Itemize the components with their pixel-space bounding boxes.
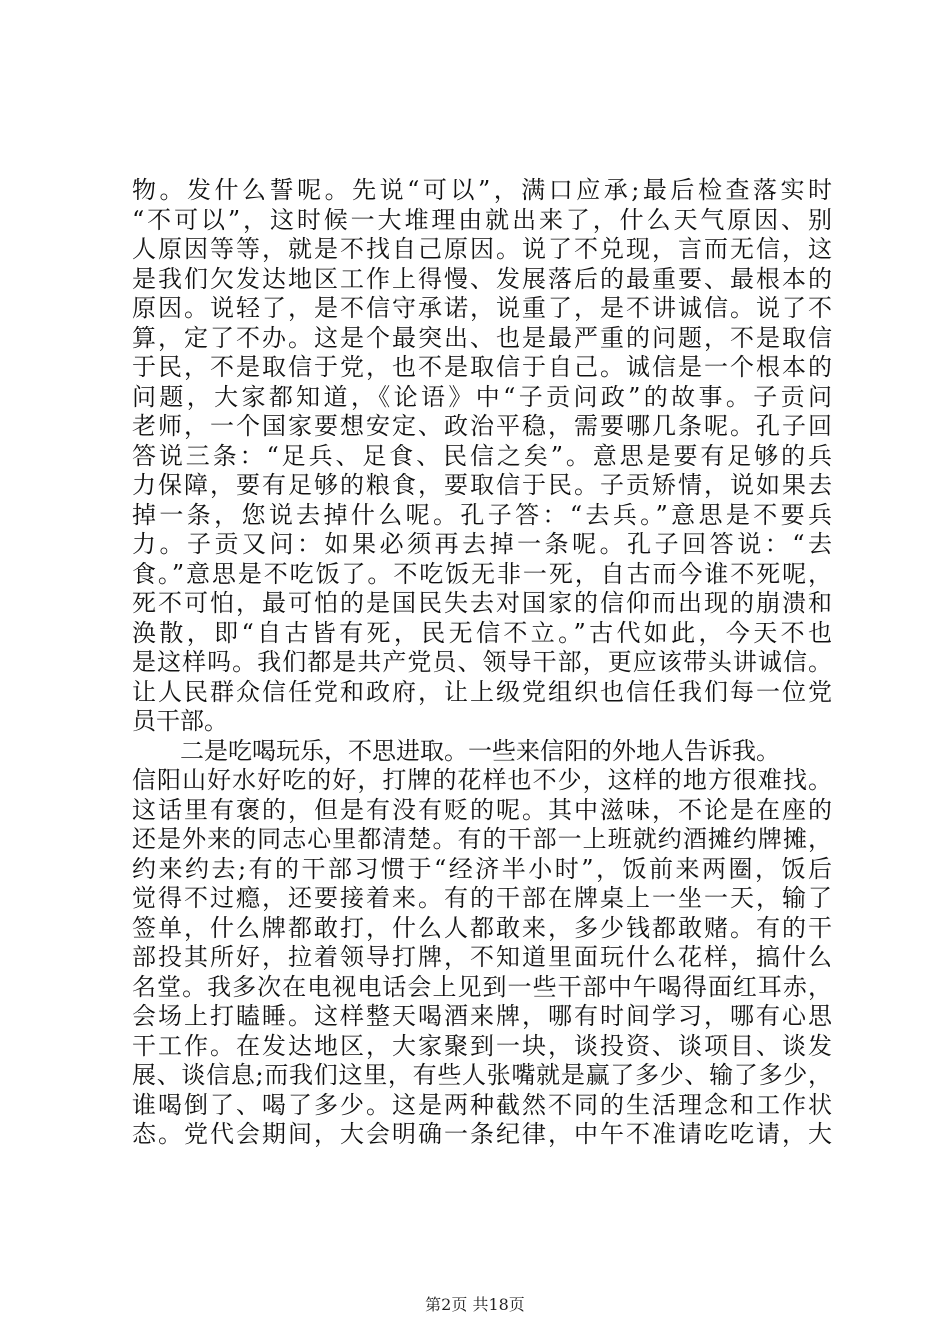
text-line: 谁喝倒了、喝了多少。这是两种截然不同的生活理念和工作状 [132,1090,832,1119]
text-line: 问题，大家都知道，《论语》中“子贡问政”的故事。子贡问 [132,382,832,411]
text-line: 原因。说轻了，是不信守承诺，说重了，是不讲诚信。说了不 [132,294,832,322]
text-line: 力保障，要有足够的粮食，要取信于民。子贡矫情，说如果去 [132,471,832,499]
text-line: 还是外来的同志心里都清楚。有的干部一上班就约酒摊约牌摊， [132,825,832,853]
text-line: 信阳山好水好吃的好，打牌的花样也不少，这样的地方很难找。 [132,766,832,794]
text-line: 是我们欠发达地区工作上得慢、发展落后的最重要、最根本的 [132,264,832,293]
text-line: 食。”意思是不吃饭了。不吃饭无非一死，自古而今谁不死呢， [132,559,832,588]
text-line: 是这样吗。我们都是共产党员、领导干部，更应该带头讲诚信。 [132,648,832,676]
text-line: 态。党代会期间，大会明确一条纪律，中午不准请吃吃请，大 [132,1120,832,1148]
paragraph [132,737,832,1150]
paragraph [132,176,832,737]
text-line: 答说三条：“足兵、足食、民信之矣”。意思是要有足够的兵 [132,441,832,470]
text-line: 这话里有褒的，但是有没有贬的呢。其中滋味，不论是在座的 [132,795,832,824]
text-line: 展、谈信息;而我们这里，有些人张嘴就是赢了多少、输了多少， [132,1061,832,1089]
text-line: 二是吃喝玩乐，不思进取。一些来信阳的外地人告诉我。 [180,736,780,765]
text-line: 人原因等等，就是不找自己原因。说了不兑现，言而无信，这 [132,235,832,263]
text-line: 会场上打瞌睡。这样整天喝酒来牌，哪有时间学习，哪有心思 [132,1002,832,1030]
text-line: 算，定了不办。这是个最突出、也是最严重的问题，不是取信 [132,323,832,352]
text-line: 物。发什么誓呢。先说“可以”，满口应承;最后检查落实时 [132,176,832,204]
text-line: 部投其所好，拉着领导打牌，不知道里面玩什么花样，搞什么 [132,943,832,971]
text-line: 干工作。在发达地区，大家聚到一块，谈投资、谈项目、谈发 [132,1031,832,1060]
text-line: 力。子贡又问：如果必须再去掉一条呢。孔子回答说：“去 [132,530,832,558]
page-footer: 第2页 共18页 [425,1295,525,1314]
text-line: 死不可怕，最可怕的是国民失去对国家的信仰而出现的崩溃和 [132,589,832,617]
text-line: 名堂。我多次在电视电话会上见到一些干部中午喝得面红耳赤， [132,972,832,1001]
text-line: 觉得不过瘾，还要接着来。有的干部在牌桌上一坐一天，输了 [132,884,832,912]
text-line: 员干部。 [132,707,228,735]
text-line: 掉一条，您说去掉什么呢。孔子答：“去兵。”意思是不要兵 [132,500,832,529]
body-text [132,176,832,1150]
text-line: 让人民群众信任党和政府，让上级党组织也信任我们每一位党 [132,677,832,706]
text-line: 涣散，即“自古皆有死，民无信不立。”古代如此，今天不也 [132,618,832,647]
text-line: 老师，一个国家要想安定、政治平稳，需要哪几条呢。孔子回 [132,412,832,440]
text-line: 约来约去;有的干部习惯于“经济半小时”，饭前来两圈，饭后 [132,854,832,883]
text-line: 签单，什么牌都敢打，什么人都敢来，多少钱都敢赌。有的干 [132,913,832,942]
text-line: “不可以”，这时候一大堆理由就出来了，什么天气原因、别 [132,205,832,234]
text-line: 于民，不是取信于党，也不是取信于自己。诚信是一个根本的 [132,353,832,381]
